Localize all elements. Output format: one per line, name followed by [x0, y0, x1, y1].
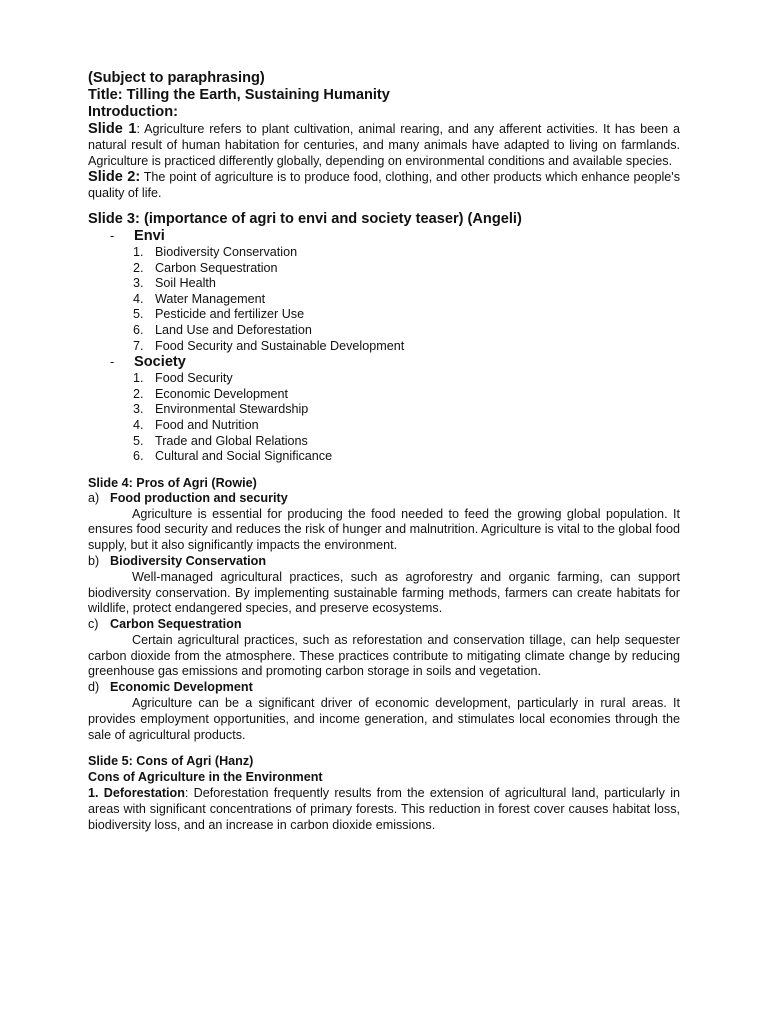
pros-item-text: Agriculture is essential for producing the food needed to feed the growing global population. It ensures food security and reduces the risk of hunger and malnutrition. Agriculture is vital to the global food supply, but it also significantly impacts the environment.	[88, 506, 680, 553]
envi-heading	[88, 228, 680, 245]
paraphrase-note: (Subject to paraphrasing)	[88, 70, 265, 86]
slide-1-text: : Agriculture refers to plant cultivation, animal rearing, and any afferent activities. It has been a natural result of human habitation for centuries, and many animals have adapted to living on farmlands. Agriculture is practiced differently globally, depending on environmental conditions and available species.	[88, 122, 680, 168]
pros-item-title: c) Carbon Sequestration	[88, 617, 242, 632]
envi-list	[88, 245, 680, 354]
list-item: 5. Trade and Global Relations	[133, 433, 308, 448]
slide-2-paragraph	[88, 169, 680, 201]
list-item: 7. Food Security and Sustainable Development	[133, 338, 405, 353]
society-label: Society	[134, 354, 186, 371]
list-item: 4. Food and Nutrition	[133, 417, 259, 432]
deforestation-label: 1. Deforestation	[88, 786, 185, 801]
slide-5-subheading: Cons of Agriculture in the Environment	[88, 770, 323, 785]
list-item: 6. Land Use and Deforestation	[133, 322, 312, 337]
deforestation-text: : Deforestation frequently results from the extension of agricultural land, particularly in areas with significant concentrations of primary forests. This reduction in forest cover causes habitat loss, biodiversity loss, and an increase in carbon dioxide emissions.	[88, 786, 680, 833]
list-item: 6. Cultural and Social Significance	[133, 449, 333, 464]
pros-item-title: b) Biodiversity Conservation	[88, 553, 267, 568]
list-item: 3. Environmental Stewardship	[133, 402, 309, 417]
society-list	[88, 371, 680, 465]
slide-5-heading: Slide 5: Cons of Agri (Hanz)	[88, 754, 254, 769]
envi-label: Envi	[134, 228, 165, 244]
slide-1-paragraph	[88, 121, 680, 169]
document-page	[88, 70, 680, 833]
pros-item-text: Agriculture can be a significant driver of economic development, particularly in rural areas. It provides employment opportunities, and income generation, and stimulates local economies through the sale of agricultural products.	[88, 696, 680, 742]
list-item: 4. Water Management	[133, 291, 266, 306]
slide-2-label: Slide 2:	[88, 169, 141, 185]
slide-4-heading: Slide 4: Pros of Agri (Rowie)	[88, 475, 257, 490]
list-item: 1. Biodiversity Conservation	[133, 245, 298, 259]
slide-1-label: Slide 1	[88, 121, 137, 137]
slide-2-text: The point of agriculture is to produce food, clothing, and other products which enhance people's quality of life.	[88, 170, 681, 200]
document-title: Title: Tilling the Earth, Sustaining Humanity	[88, 87, 390, 103]
list-item: 3. Soil Health	[133, 276, 216, 291]
envi-dash: -	[110, 229, 115, 243]
pros-item-title: d) Economic Development	[88, 680, 253, 695]
introduction-heading: Introduction:	[88, 104, 178, 120]
list-item: 1. Food Security	[133, 371, 233, 386]
society-heading	[88, 354, 680, 371]
pros-item-text: Well-managed agricultural practices, such as agroforestry and organic farming, can support biodiversity conservation. By implementing sustainable farming methods, farmers can create habitats for wildlife, protect endangered species, and preserve ecosystems.	[88, 569, 680, 616]
slide-3-heading: Slide 3: (importance of agri to envi and society teaser) (Angeli)	[88, 211, 522, 227]
list-item: 2. Economic Development	[133, 386, 288, 401]
deforestation-paragraph	[88, 785, 680, 833]
society-dash: -	[110, 355, 115, 370]
pros-item-text: Certain agricultural practices, such as reforestation and conservation tillage, can help sequester carbon dioxide from the atmosphere. These practices contribute to mitigating climate change by reducing greenhouse gas emissions and promoting carbon storage in soils and vegetation.	[88, 632, 680, 679]
pros-item-title: a) Food production and security	[88, 490, 288, 505]
list-item: 2. Carbon Sequestration	[133, 260, 278, 275]
list-item: 5. Pesticide and fertilizer Use	[133, 307, 305, 322]
